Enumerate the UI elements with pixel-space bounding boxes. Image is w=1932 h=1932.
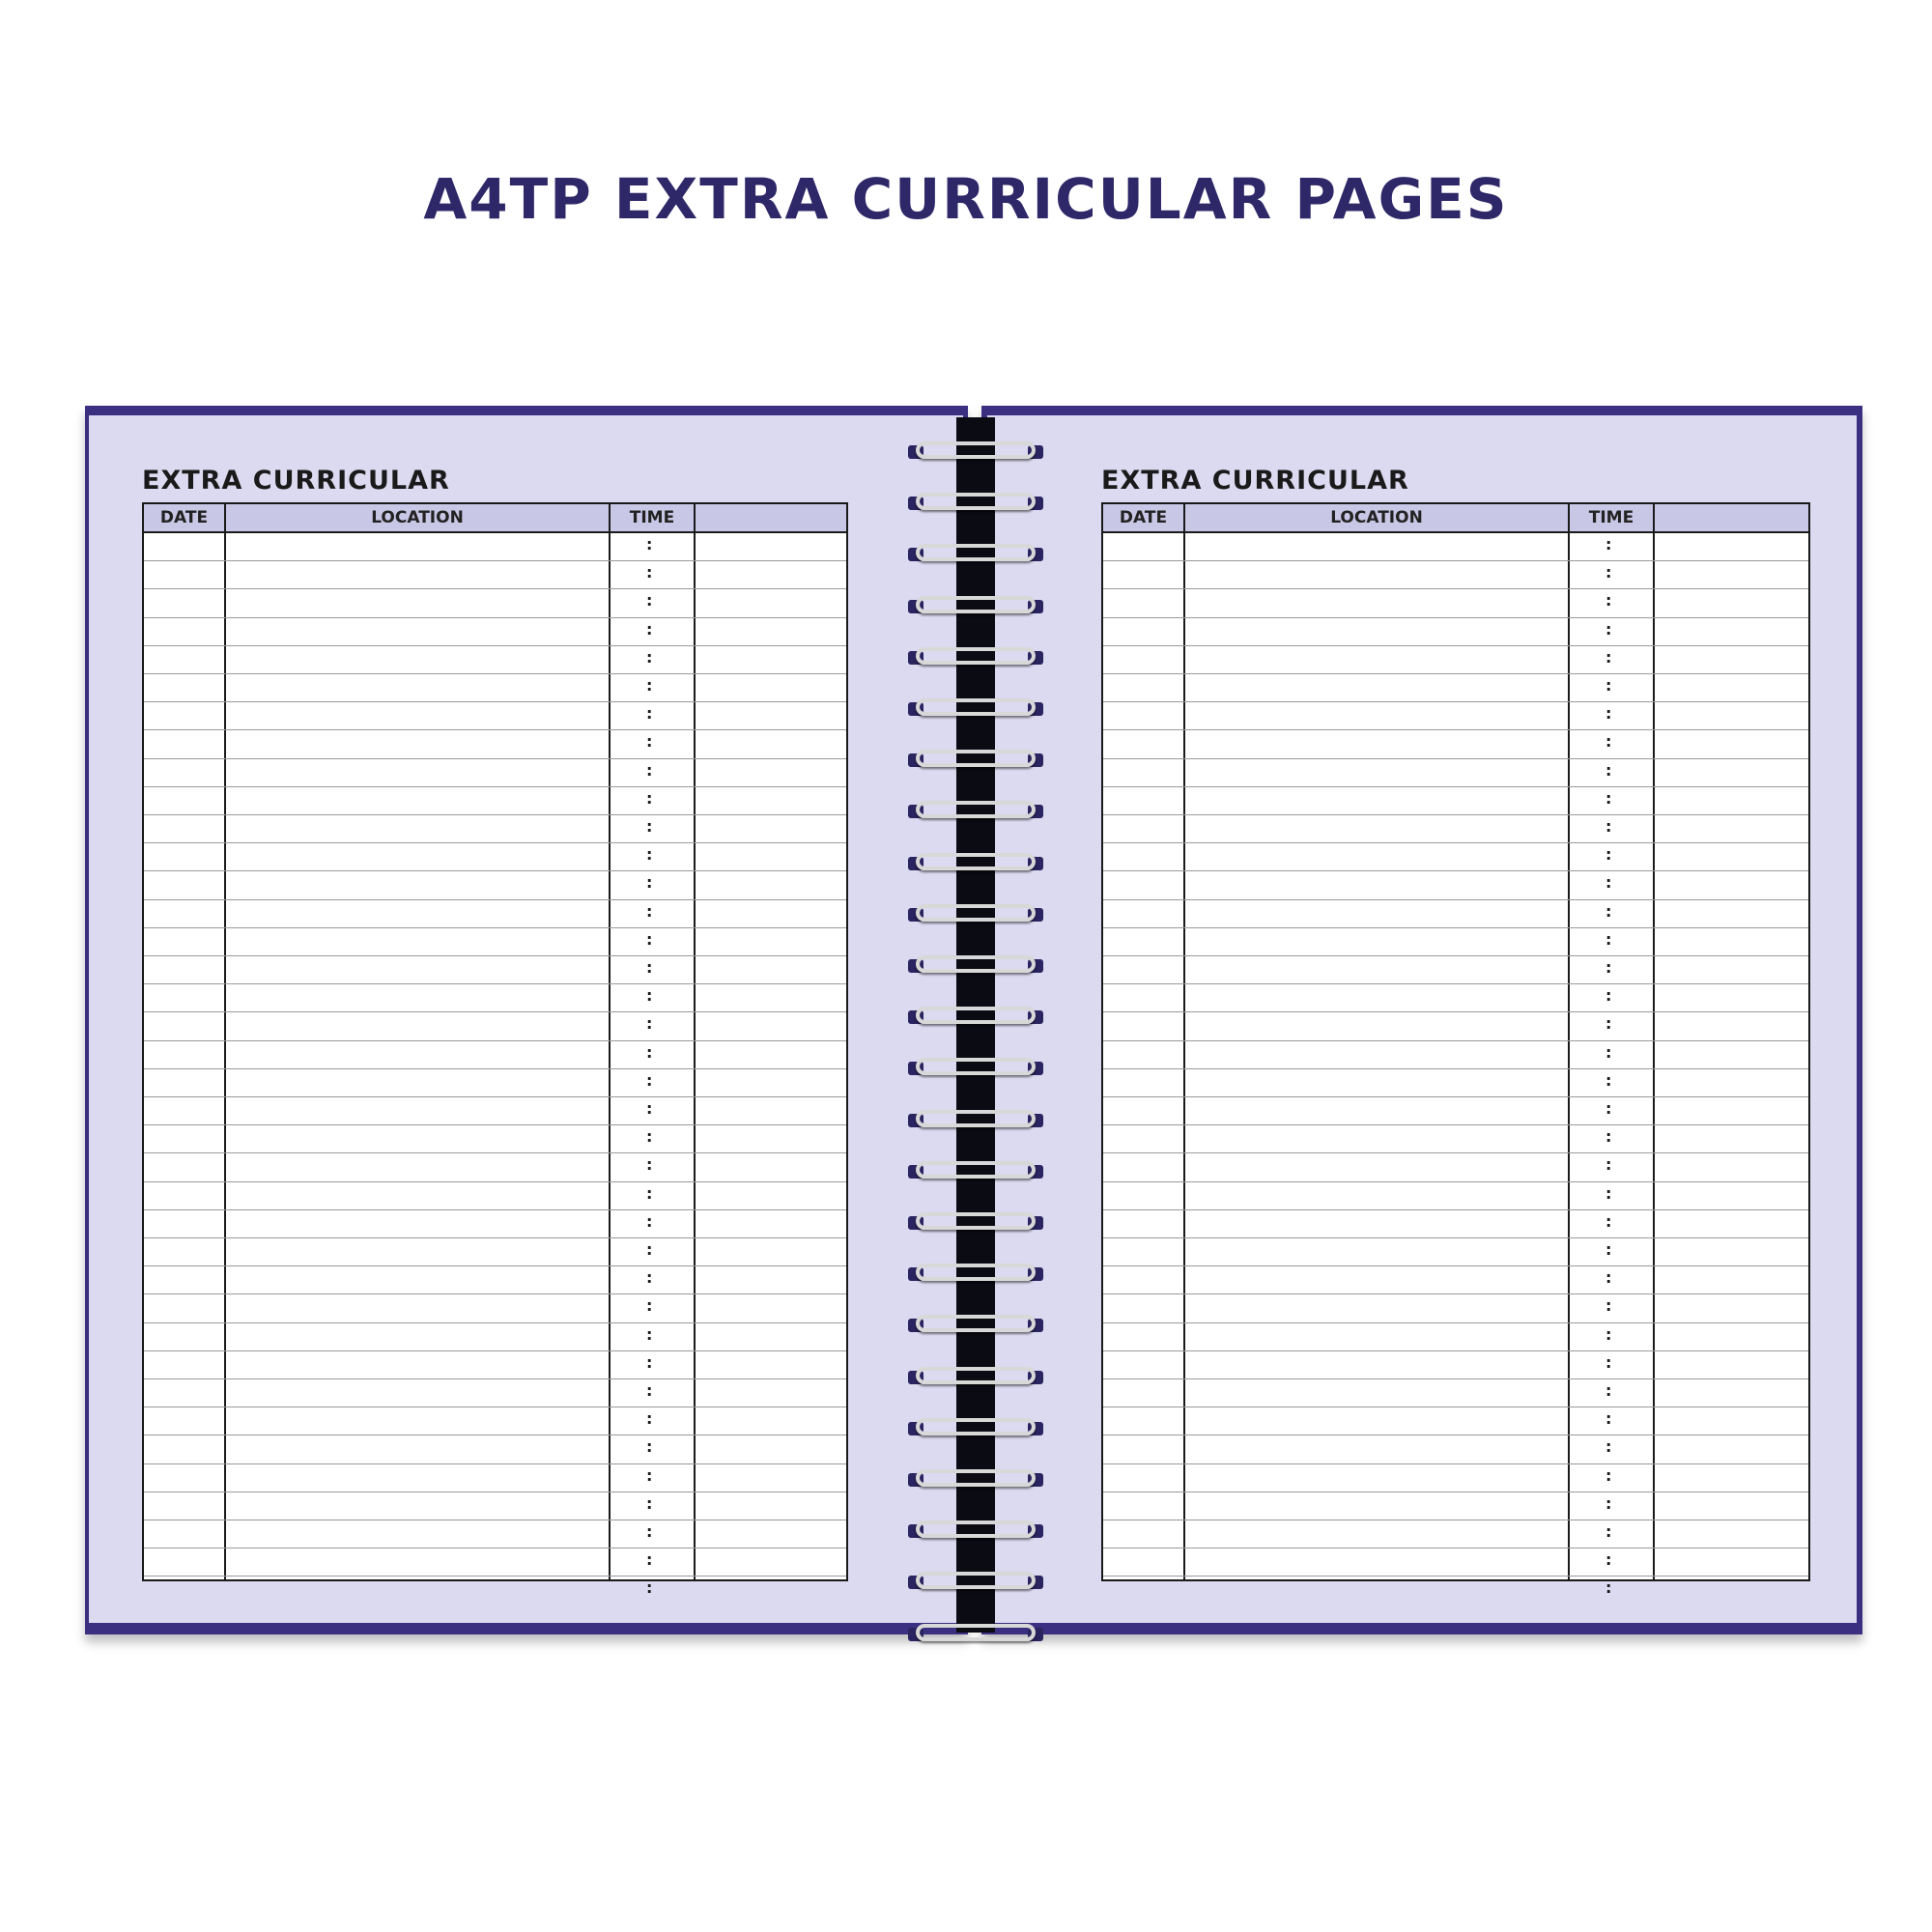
table-row xyxy=(1103,1210,1808,1238)
time-separator: : xyxy=(646,1550,653,1570)
time-separator: : xyxy=(1605,1437,1612,1457)
table-row xyxy=(1103,871,1808,899)
table-row xyxy=(1103,1492,1808,1520)
table-row xyxy=(144,561,846,589)
table-row xyxy=(1103,1548,1808,1577)
column-header-date: DATE xyxy=(1119,508,1168,527)
binding-ring xyxy=(908,1262,1043,1285)
time-separator: : xyxy=(646,1127,653,1147)
table-row xyxy=(1103,1435,1808,1463)
time-separator: : xyxy=(1605,1409,1612,1429)
table-row xyxy=(144,1097,846,1125)
time-separator: : xyxy=(1605,1240,1612,1259)
table-row xyxy=(1103,1041,1808,1069)
table-row xyxy=(1103,618,1808,646)
binding-ring xyxy=(908,645,1043,668)
table-row xyxy=(144,815,846,843)
planner-page-right xyxy=(987,415,1857,1623)
table-row xyxy=(144,702,846,730)
time-separator: : xyxy=(1605,535,1612,554)
time-separator: : xyxy=(646,1324,653,1344)
table-row xyxy=(144,1435,846,1463)
time-separator: : xyxy=(1605,986,1612,1006)
table-row xyxy=(1103,1266,1808,1294)
time-separator: : xyxy=(1605,1578,1612,1598)
time-separator: : xyxy=(1605,817,1612,836)
table-row xyxy=(144,1548,846,1577)
binding-ring xyxy=(908,1210,1043,1234)
table-row xyxy=(144,646,846,674)
table-row xyxy=(1103,1097,1808,1125)
column-header-blank xyxy=(1655,504,1809,531)
binding-ring xyxy=(908,696,1043,720)
log-table xyxy=(1101,502,1810,1598)
table-row xyxy=(144,1041,846,1069)
binding-ring xyxy=(908,1467,1043,1491)
time-separator: : xyxy=(646,1155,653,1175)
time-separator: : xyxy=(1605,1352,1612,1372)
time-separator: : xyxy=(1605,1014,1612,1034)
table-row xyxy=(1103,815,1808,843)
time-separator: : xyxy=(1605,1381,1612,1400)
table-row xyxy=(144,674,846,702)
column-header-blank xyxy=(696,504,848,531)
binding-ring xyxy=(908,491,1043,514)
table-row xyxy=(1103,1182,1808,1210)
time-separator: : xyxy=(646,1578,653,1598)
table-row xyxy=(144,730,846,758)
binding-ring xyxy=(908,799,1043,822)
table-row xyxy=(144,900,846,928)
time-separator: : xyxy=(646,732,653,752)
time-separator: : xyxy=(646,676,653,695)
table-row xyxy=(144,871,846,899)
table-row xyxy=(144,843,846,871)
time-separator: : xyxy=(1605,1465,1612,1485)
time-separator: : xyxy=(646,1493,653,1513)
time-separator: : xyxy=(1605,591,1612,611)
table-row xyxy=(144,1464,846,1492)
time-separator: : xyxy=(646,901,653,921)
table-row xyxy=(1103,1464,1808,1492)
log-table xyxy=(142,502,848,1598)
table-row xyxy=(144,589,846,617)
time-separator: : xyxy=(1605,732,1612,752)
table-rows xyxy=(144,533,846,1598)
table-row xyxy=(144,759,846,787)
time-separator: : xyxy=(646,788,653,808)
time-separator: : xyxy=(646,619,653,639)
page-title: A4TP EXTRA CURRICULAR PAGES xyxy=(423,166,1509,232)
time-separator: : xyxy=(646,1409,653,1429)
table-header xyxy=(144,504,846,533)
page-heading: EXTRA CURRICULAR xyxy=(1101,466,1409,496)
table-row xyxy=(144,1294,846,1322)
table-row xyxy=(1103,1238,1808,1266)
table-row xyxy=(144,928,846,956)
binding-ring xyxy=(908,1519,1043,1542)
table-row xyxy=(144,1323,846,1351)
binding-ring xyxy=(908,851,1043,874)
table-row xyxy=(144,1577,846,1605)
table-rows xyxy=(1103,533,1808,1598)
time-separator: : xyxy=(646,1014,653,1034)
time-separator: : xyxy=(646,958,653,977)
time-separator: : xyxy=(646,535,653,554)
time-separator: : xyxy=(646,1240,653,1259)
binding-ring xyxy=(908,1056,1043,1079)
table-row xyxy=(1103,1294,1808,1322)
time-separator: : xyxy=(646,1042,653,1062)
table-row xyxy=(1103,1407,1808,1435)
time-separator: : xyxy=(1605,676,1612,695)
binding-ring xyxy=(908,1416,1043,1439)
time-separator: : xyxy=(1605,1127,1612,1147)
table-row xyxy=(1103,589,1808,617)
time-separator: : xyxy=(1605,873,1612,893)
table-row xyxy=(1103,843,1808,871)
table-row xyxy=(144,1069,846,1097)
column-header-location: LOCATION xyxy=(371,508,464,527)
time-separator: : xyxy=(1605,1070,1612,1090)
time-separator: : xyxy=(646,1070,653,1090)
table-row xyxy=(144,1012,846,1040)
time-separator: : xyxy=(1605,1183,1612,1203)
table-row xyxy=(1103,702,1808,730)
time-separator: : xyxy=(646,1183,653,1203)
table-row xyxy=(144,1379,846,1407)
table-row xyxy=(1103,984,1808,1012)
time-separator: : xyxy=(1605,760,1612,780)
time-separator: : xyxy=(1605,1155,1612,1175)
binding-ring xyxy=(908,1622,1043,1645)
table-row xyxy=(144,1210,846,1238)
table-row xyxy=(1103,1379,1808,1407)
table-row xyxy=(1103,900,1808,928)
time-separator: : xyxy=(646,986,653,1006)
time-separator: : xyxy=(646,1296,653,1316)
binding-ring xyxy=(908,542,1043,565)
time-separator: : xyxy=(1605,1211,1612,1231)
table-row xyxy=(144,1407,846,1435)
time-separator: : xyxy=(646,1465,653,1485)
table-row xyxy=(144,1351,846,1379)
binding-ring xyxy=(908,1313,1043,1336)
time-separator: : xyxy=(1605,1042,1612,1062)
table-row xyxy=(1103,956,1808,984)
time-separator: : xyxy=(646,1381,653,1400)
binding-ring xyxy=(908,1570,1043,1593)
table-row xyxy=(144,956,846,984)
table-row xyxy=(144,787,846,815)
table-row xyxy=(1103,1069,1808,1097)
binding-ring xyxy=(908,1108,1043,1131)
column-header-location: LOCATION xyxy=(1330,508,1423,527)
binding-ring xyxy=(908,440,1043,463)
time-separator: : xyxy=(646,760,653,780)
time-separator: : xyxy=(646,563,653,582)
time-separator: : xyxy=(1605,1522,1612,1541)
column-header-time: TIME xyxy=(1588,508,1634,527)
time-separator: : xyxy=(646,647,653,667)
table-row xyxy=(1103,928,1808,956)
binding-ring xyxy=(908,748,1043,771)
time-separator: : xyxy=(1605,704,1612,724)
time-separator: : xyxy=(1605,1550,1612,1570)
time-separator: : xyxy=(646,704,653,724)
table-row xyxy=(1103,533,1808,561)
table-row xyxy=(1103,759,1808,787)
time-separator: : xyxy=(1605,563,1612,582)
table-row xyxy=(1103,1351,1808,1379)
table-row xyxy=(144,1182,846,1210)
time-separator: : xyxy=(1605,929,1612,949)
time-separator: : xyxy=(1605,1324,1612,1344)
time-separator: : xyxy=(646,1437,653,1457)
column-header-date: DATE xyxy=(159,508,209,527)
binding-ring xyxy=(908,1365,1043,1388)
page-heading: EXTRA CURRICULAR xyxy=(142,466,450,496)
time-separator: : xyxy=(646,845,653,865)
time-separator: : xyxy=(646,1211,653,1231)
table-row xyxy=(144,1266,846,1294)
time-separator: : xyxy=(646,817,653,836)
planner-page-left xyxy=(89,415,963,1623)
table-row xyxy=(144,1238,846,1266)
table-row xyxy=(1103,787,1808,815)
time-separator: : xyxy=(646,1099,653,1118)
time-separator: : xyxy=(1605,901,1612,921)
time-separator: : xyxy=(1605,1493,1612,1513)
time-separator: : xyxy=(1605,845,1612,865)
table-row xyxy=(1103,1125,1808,1153)
table-row xyxy=(144,1125,846,1153)
table-row xyxy=(144,1520,846,1548)
binding-ring xyxy=(908,1159,1043,1182)
time-separator: : xyxy=(646,591,653,611)
binding-ring xyxy=(908,594,1043,617)
time-separator: : xyxy=(1605,1268,1612,1288)
table-row xyxy=(1103,1153,1808,1181)
time-separator: : xyxy=(646,929,653,949)
table-row xyxy=(1103,561,1808,589)
time-separator: : xyxy=(646,1522,653,1541)
table-row xyxy=(1103,1323,1808,1351)
time-separator: : xyxy=(646,1268,653,1288)
table-row xyxy=(1103,1577,1808,1605)
time-separator: : xyxy=(1605,619,1612,639)
time-separator: : xyxy=(646,873,653,893)
binding-ring xyxy=(908,1005,1043,1028)
table-row xyxy=(144,984,846,1012)
time-separator: : xyxy=(1605,788,1612,808)
table-row xyxy=(144,1153,846,1181)
table-row xyxy=(144,618,846,646)
time-separator: : xyxy=(1605,1099,1612,1118)
binding-ring xyxy=(908,902,1043,925)
table-row xyxy=(1103,1012,1808,1040)
binding-ring xyxy=(908,953,1043,977)
table-row xyxy=(1103,730,1808,758)
time-separator: : xyxy=(646,1352,653,1372)
time-separator: : xyxy=(1605,647,1612,667)
table-row xyxy=(1103,646,1808,674)
time-separator: : xyxy=(1605,1296,1612,1316)
table-row xyxy=(144,1492,846,1520)
column-header-time: TIME xyxy=(629,508,675,527)
table-row xyxy=(1103,1520,1808,1548)
table-row xyxy=(1103,674,1808,702)
time-separator: : xyxy=(1605,958,1612,977)
table-header xyxy=(1103,504,1808,533)
table-row xyxy=(144,533,846,561)
